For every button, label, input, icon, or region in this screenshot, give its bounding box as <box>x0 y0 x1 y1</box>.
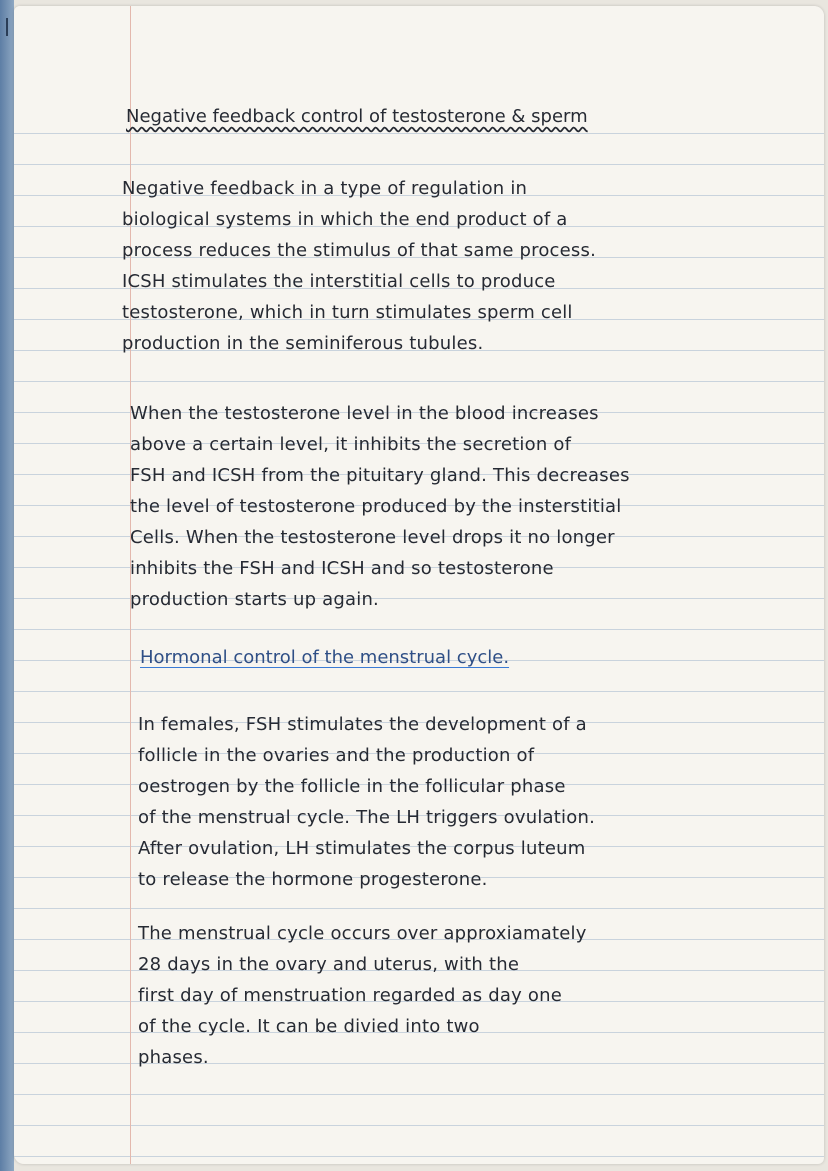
paragraph-cycle-duration <box>138 918 778 1073</box>
text-line: process reduces the stimulus of that same process. <box>122 240 597 261</box>
text-line: In females, FSH stimulates the development of a <box>138 714 587 735</box>
text-line: ICSH stimulates the interstitial cells to produce <box>122 271 556 292</box>
text-line: phases. <box>138 1047 209 1068</box>
paragraph-negative-feedback <box>122 173 762 359</box>
text-line: The menstrual cycle occurs over approxiamately <box>138 923 587 944</box>
paragraph-testosterone-level <box>130 398 770 615</box>
text-line: testosterone, which in turn stimulates sperm cell <box>122 302 573 323</box>
text-line: of the cycle. It can be divied into two <box>138 1016 480 1037</box>
text-line: 28 days in the ovary and uterus, with the <box>138 954 520 975</box>
text-line: first day of menstruation regarded as day one <box>138 985 563 1006</box>
text-line: above a certain level, it inhibits the secretion of <box>130 434 572 455</box>
text-line: inhibits the FSH and ICSH and so testosterone <box>130 558 554 579</box>
text-line: the level of testosterone produced by the insterstitial <box>130 496 622 517</box>
text-line: FSH and ICSH from the pituitary gland. This decreases <box>130 465 630 486</box>
page-top-margin <box>14 6 824 116</box>
heading-menstrual-cycle: Hormonal control of the menstrual cycle. <box>140 647 510 668</box>
text-line: biological systems in which the end product of a <box>122 209 568 230</box>
heading-negative-feedback: Negative feedback control of testosterone & sperm <box>126 106 588 127</box>
text-line: Negative feedback in a type of regulation in <box>122 178 528 199</box>
paragraph-females-fsh <box>138 709 778 895</box>
text-line: follicle in the ovaries and the production of <box>138 745 535 766</box>
text-line: to release the hormone progesterone. <box>138 869 488 890</box>
binder-mark <box>6 18 8 36</box>
text-line: of the menstrual cycle. The LH triggers ovulation. <box>138 807 595 828</box>
text-line: Cells. When the testosterone level drops it no longer <box>130 527 615 548</box>
text-line: production starts up again. <box>130 589 379 610</box>
notebook-binder-edge <box>0 0 14 1171</box>
text-line: production in the seminiferous tubules. <box>122 333 484 354</box>
text-line: When the testosterone level in the blood increases <box>130 403 599 424</box>
text-line: oestrogen by the follicle in the follicular phase <box>138 776 566 797</box>
text-line: After ovulation, LH stimulates the corpus luteum <box>138 838 586 859</box>
